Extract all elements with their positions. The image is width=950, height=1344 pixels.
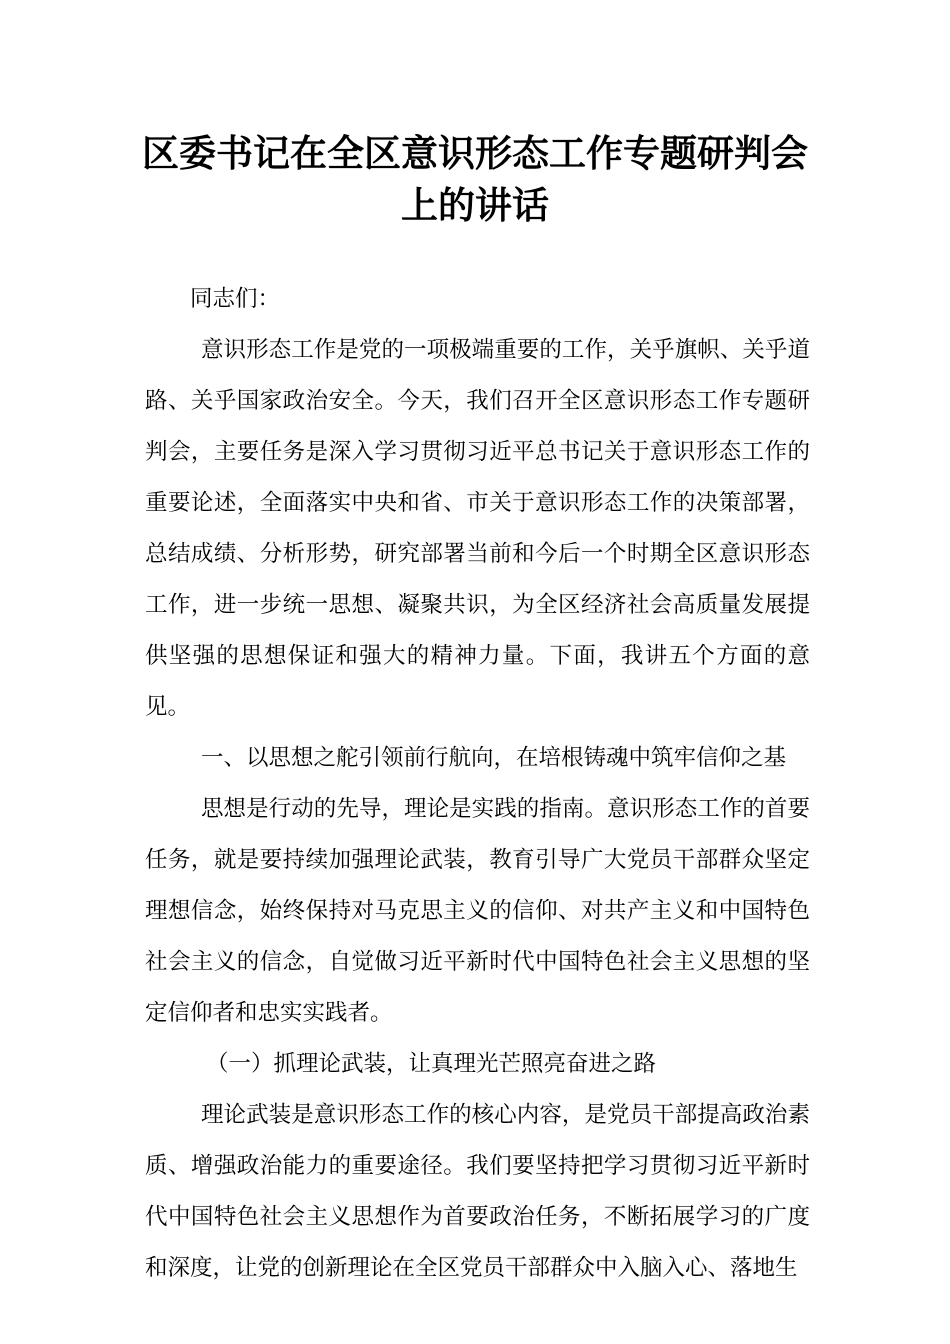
paragraph-subsection-1: 理论武装是意识形态工作的核心内容，是党员干部提高政治素质、增强政治能力的重要途径。我们要坚持把学习贯彻习近平新时代中国特色社会主义思想作为首要政治任务，不断拓展学习的广度和深度，让党的创新理论在全区党员干部群众中入脑入心、落地生 xyxy=(145,1102,810,1281)
paragraph-intro: 意识形态工作是党的一项极端重要的工作，关乎旗帜、关乎道路、关乎国家政治安全。今天，我们召开全区意识形态工作专题研判会，主要任务是深入学习贯彻习近平总书记关于意识形态工作的重要论述，全面落实中央和省、市关于意识形态工作的决策部署，总结成绩、分析形势，研究部署当前和今后一个时期全区意识形态工作，进一步统一思想、凝聚共识，为全区经济社会高质量发展提供坚强的思想保证和强大的精神力量。下面，我讲五个方面的意见。 xyxy=(145,337,810,720)
section-heading-1: 一、以思想之舵引领前行航向，在培根铸魂中筑牢信仰之基 xyxy=(201,745,787,771)
document-body xyxy=(145,274,810,1294)
salutation: 同志们： xyxy=(190,286,281,312)
document-title-line-1: 区委书记在全区意识形态工作专题研判会 xyxy=(142,132,808,175)
document-title-line-2: 上的讲话 xyxy=(401,184,549,227)
paragraph-section-1: 思想是行动的先导，理论是实践的指南。意识形态工作的首要任务，就是要持续加强理论武装，教育引导广大党员干部群众坚定理想信念，始终保持对马克思主义的信仰、对共产主义和中国特色社会主义的信念，自觉做习近平新时代中国特色社会主义思想的坚定信仰者和忠实实践者。 xyxy=(145,796,810,1026)
subsection-heading-1: （一）抓理论武装，让真理光芒照亮奋进之路 xyxy=(206,1051,657,1077)
